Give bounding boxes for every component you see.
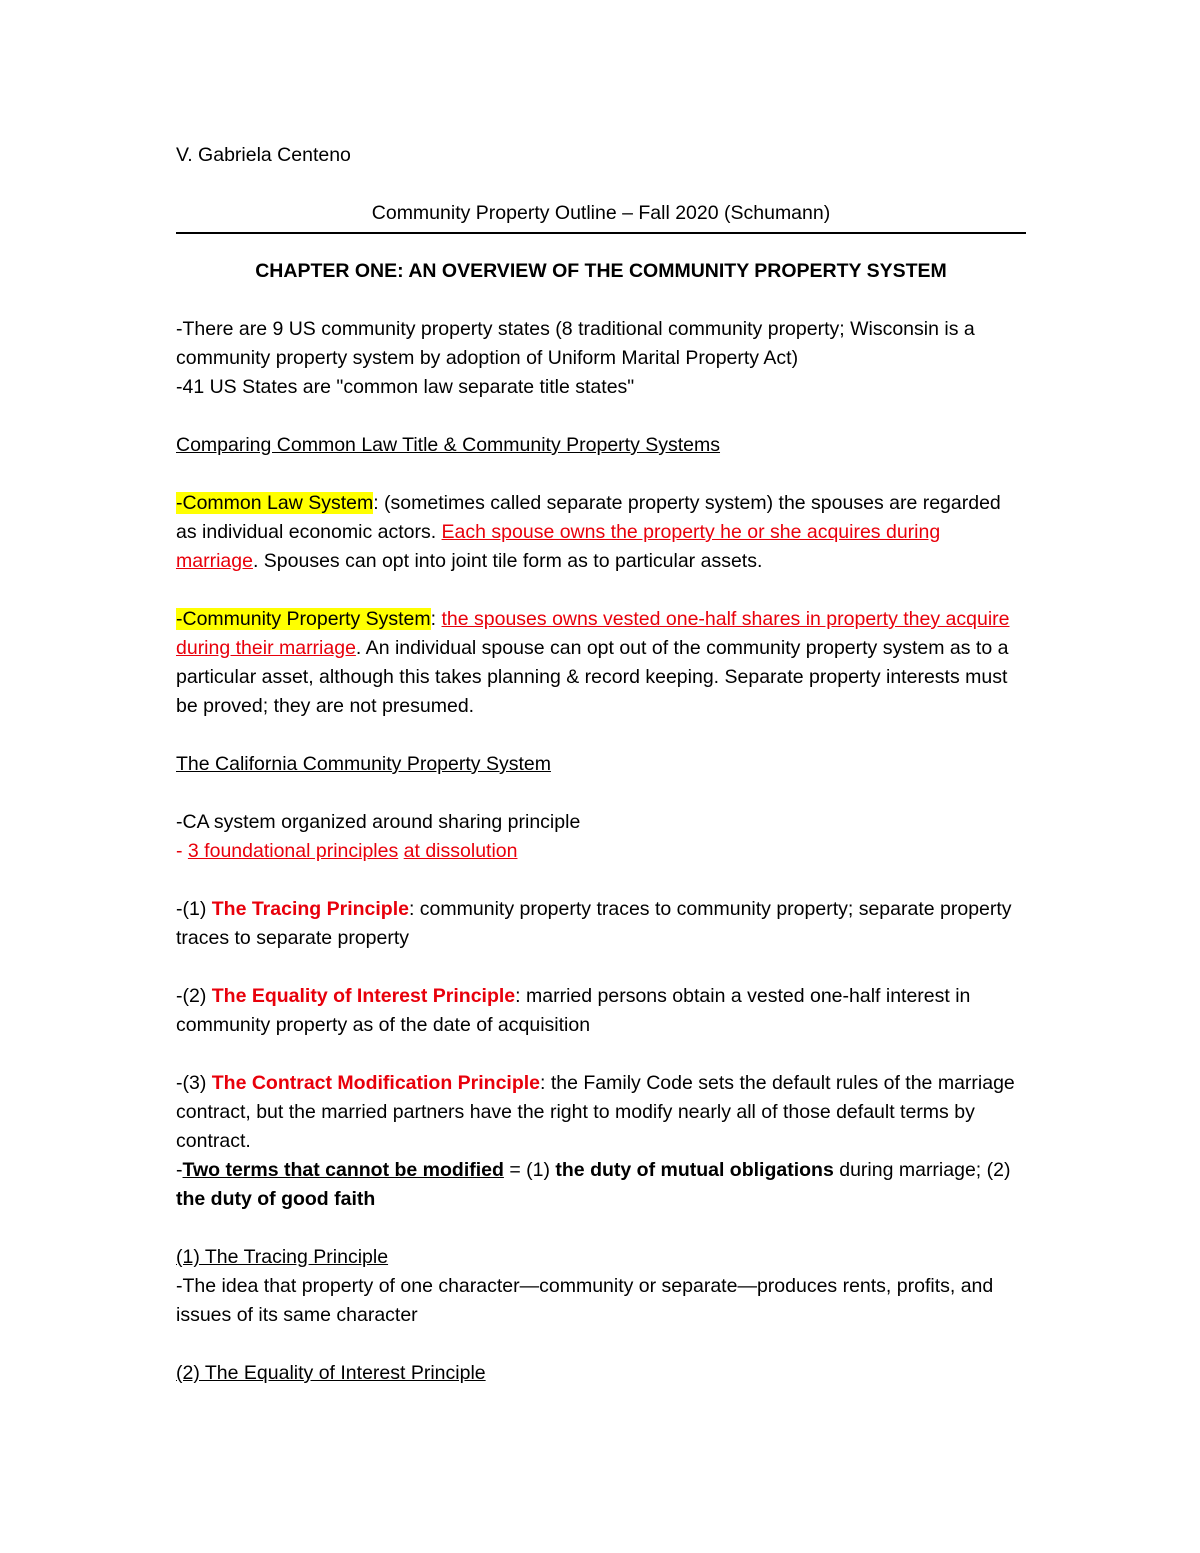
principle-name: The Equality of Interest Principle	[211, 985, 516, 1007]
dash: -	[176, 840, 188, 862]
california-intro	[176, 808, 1026, 866]
two-terms-paragraph	[176, 1156, 1026, 1214]
document-title: Community Property Outline – Fall 2020 (Schumann)	[371, 202, 831, 224]
community-property-paragraph	[176, 605, 1026, 721]
principle-text: : community property traces to community property; separate property traces to separate property	[176, 898, 1012, 949]
intro-line-2: -41 US States are "common law separate title states"	[176, 376, 635, 398]
at-dissolution: at dissolution	[403, 840, 518, 862]
community-property-text: . An individual spouse can opt out of the community property system as to a particular asset, although this takes planning & record keeping. Separate property interests must be proved; they are not presumed.	[176, 637, 1009, 717]
colon: :	[373, 492, 379, 514]
section-heading-tracing: (1) The Tracing Principle	[176, 1246, 389, 1268]
tracing-text: -The idea that property of one character—community or separate—produces rents, profits, and issues of its same character	[176, 1275, 994, 1326]
principle-name: The Contract Modification Principle	[211, 1072, 541, 1094]
dash: -	[176, 1159, 183, 1181]
principle-text: : the Family Code sets the default rules of the marriage contract, but the married partners have the right to modify nearly all of those default terms by contract.	[176, 1072, 1015, 1152]
author-name: V. Gabriela Centeno	[176, 144, 351, 166]
section-heading-comparing: Comparing Common Law Title & Community Property Systems	[176, 434, 721, 456]
principle-1	[176, 895, 1026, 953]
section-heading-equality: (2) The Equality of Interest Principle	[176, 1362, 486, 1384]
community-property-label: -Community Property System	[176, 608, 431, 630]
two-terms-eq: = (1)	[503, 1159, 556, 1181]
principle-number: -(1)	[176, 898, 212, 920]
intro-line-1: -There are 9 US community property states (8 traditional community property; Wisconsin is a community property system by adoption of Uniform Marital Property Act)	[176, 318, 975, 369]
duty-mutual-obligations: the duty of mutual obligations	[555, 1159, 834, 1181]
principle-text: : married persons obtain a vested one-half interest in community property as of the date of acquisition	[176, 985, 971, 1036]
two-terms-mid: during marriage; (2)	[833, 1159, 1011, 1181]
common-law-paragraph	[176, 489, 1026, 576]
principle-number: -(2)	[176, 985, 212, 1007]
colon: :	[430, 608, 437, 630]
two-terms-label: Two terms that cannot be modified	[182, 1159, 504, 1181]
title-rule	[176, 232, 1026, 234]
community-property-rule: the spouses owns vested one-half shares in property they acquire during their marriage	[176, 608, 1010, 659]
section-heading-california: The California Community Property System	[176, 753, 551, 775]
chapter-heading: CHAPTER ONE: AN OVERVIEW OF THE COMMUNITY PROPERTY SYSTEM	[255, 260, 947, 282]
ca-sharing-line: -CA system organized around sharing principle	[176, 811, 581, 833]
document-content	[176, 141, 1026, 1388]
common-law-rule: Each spouse owns the property he or she acquires during marriage	[176, 521, 941, 572]
duty-good-faith: the duty of good faith	[176, 1188, 376, 1210]
principle-2	[176, 982, 1026, 1040]
principle-name: The Tracing Principle	[211, 898, 409, 920]
foundational-principles: 3 foundational principles	[187, 840, 399, 862]
principle-number: -(3)	[176, 1072, 212, 1094]
intro-paragraph	[176, 315, 1026, 402]
common-law-text-b: . Spouses can opt into joint tile form as to particular assets.	[252, 550, 763, 572]
common-law-text: (sometimes called separate property system) the spouses are regarded as individual economic actors.	[176, 492, 1001, 543]
principle-3	[176, 1069, 1026, 1156]
common-law-label: -Common Law System	[176, 492, 374, 514]
